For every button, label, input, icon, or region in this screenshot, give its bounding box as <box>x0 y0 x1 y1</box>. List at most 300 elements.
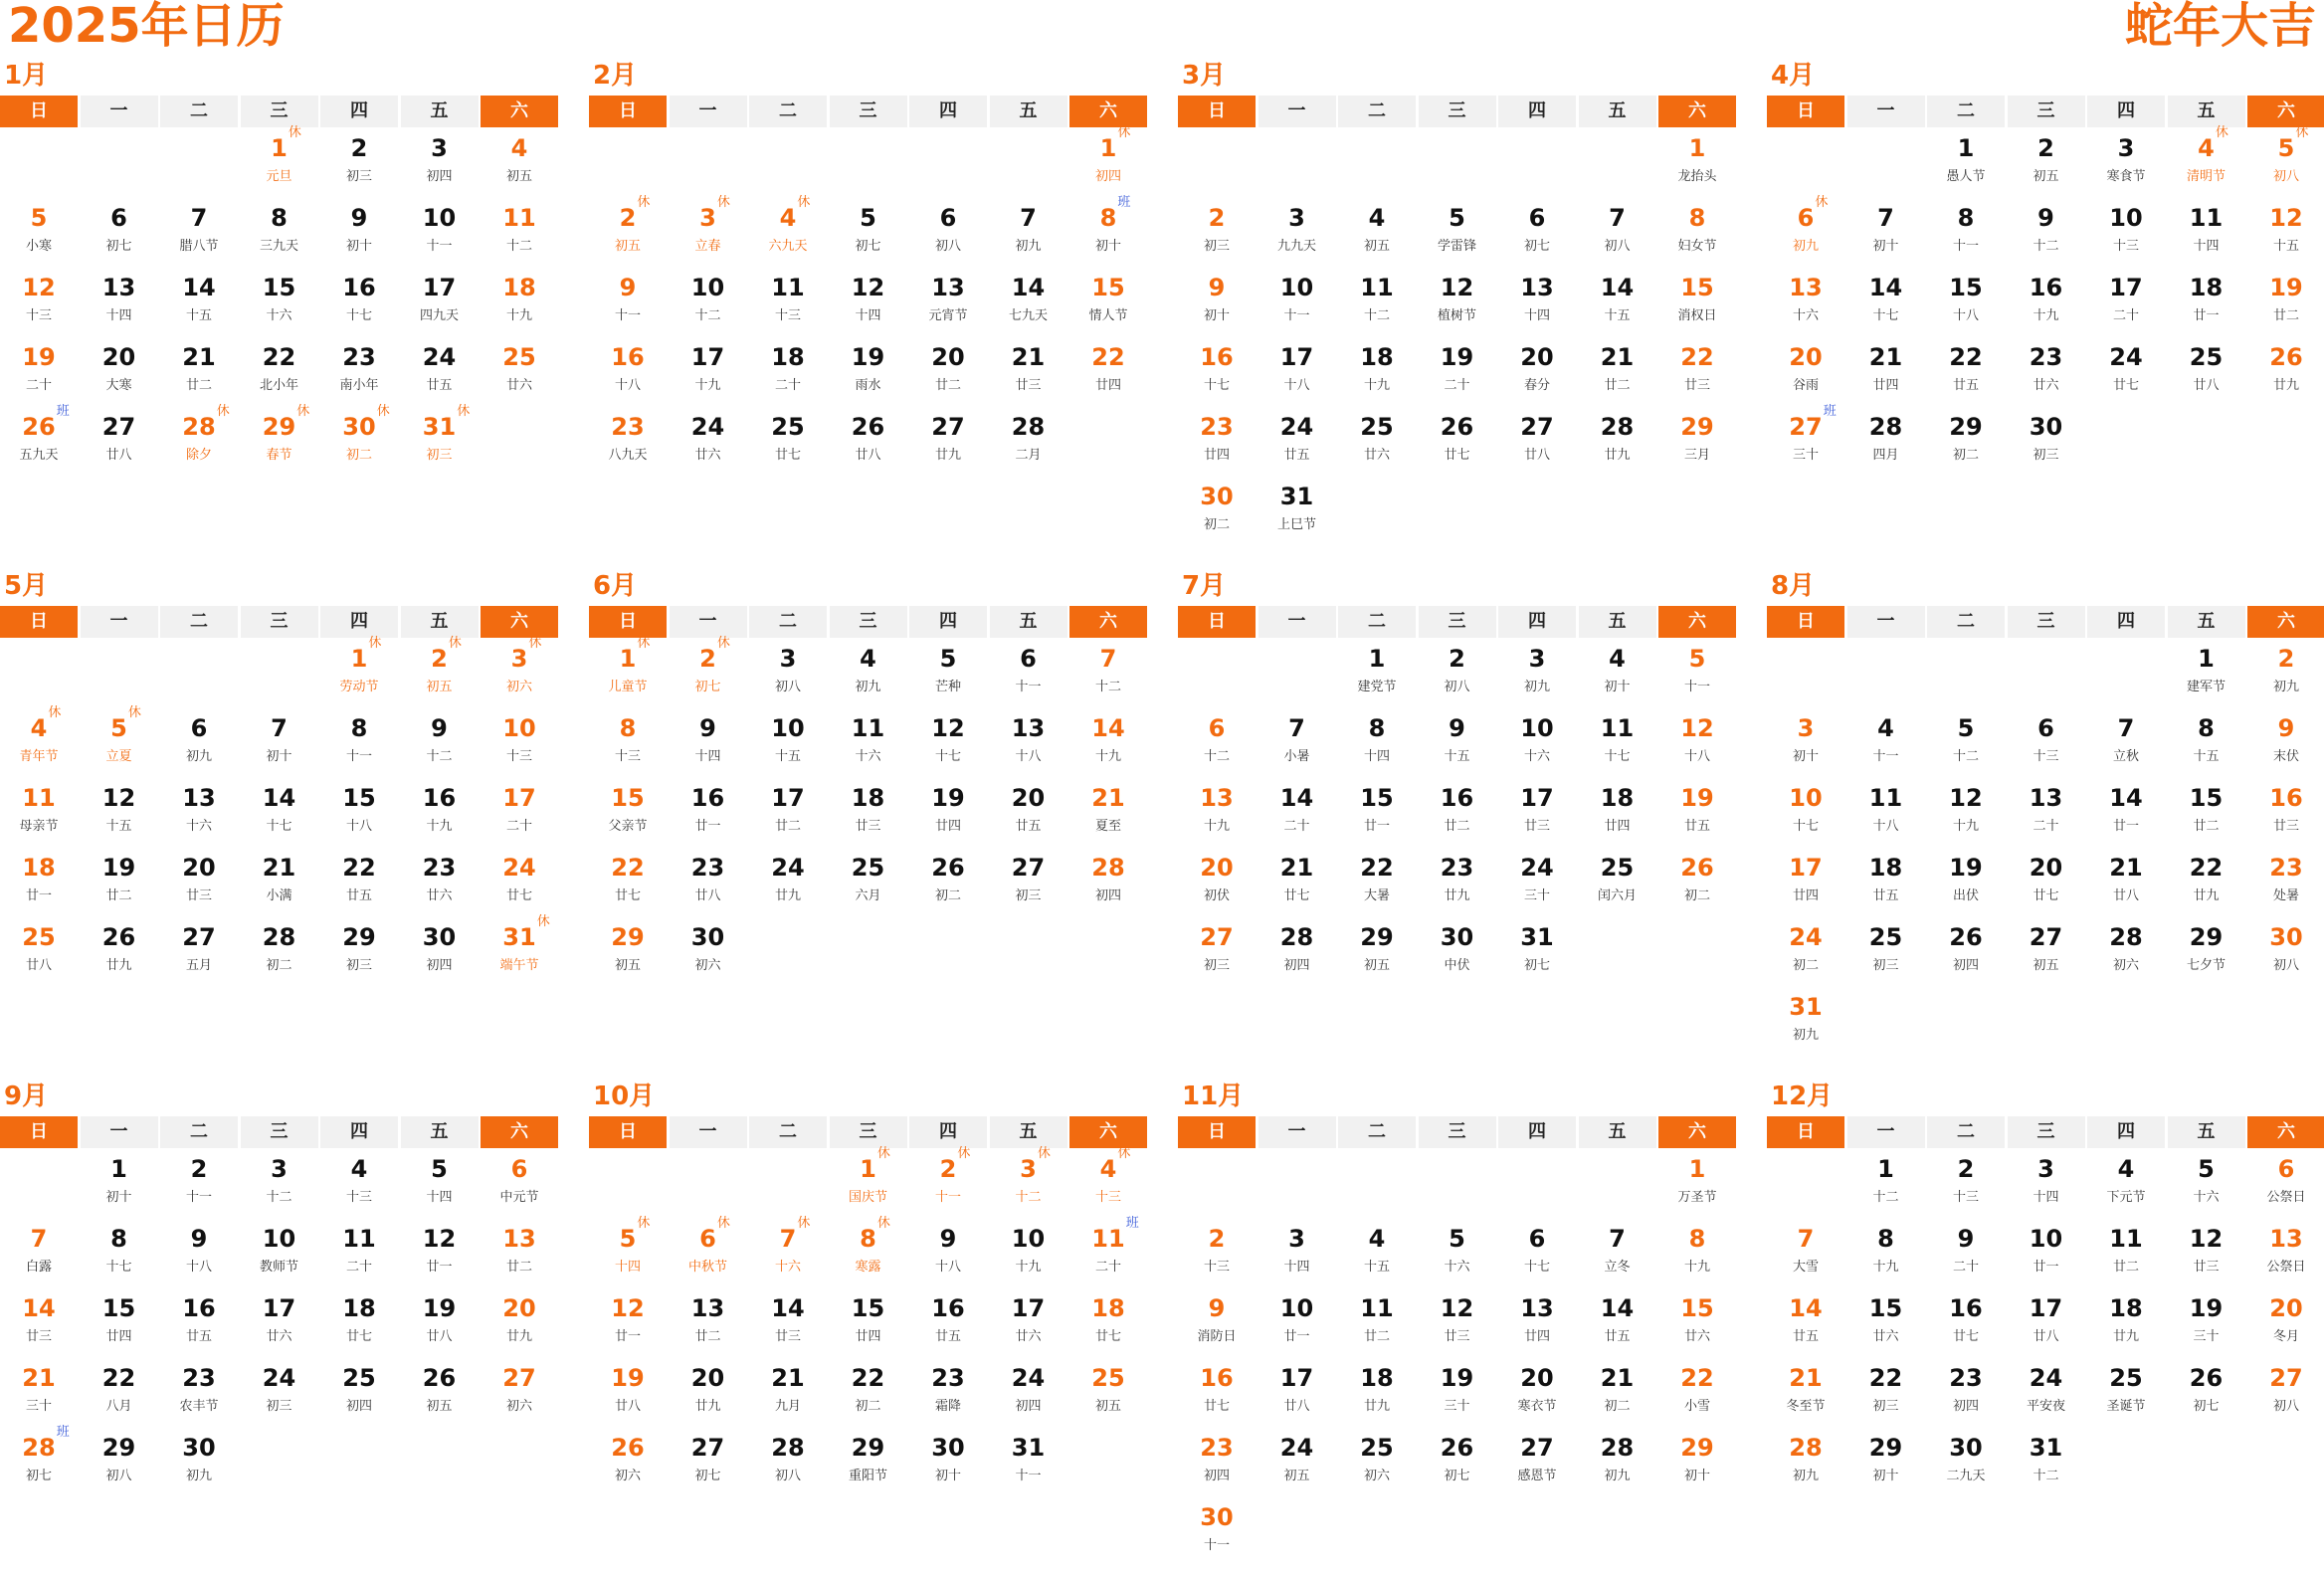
day-number: 8 <box>350 714 368 742</box>
day-cell <box>1259 1357 1336 1427</box>
day-cell <box>909 638 987 707</box>
day-number: 9 <box>1957 1225 1975 1253</box>
day-cell <box>1178 1218 1256 1287</box>
day-number: 30 <box>1200 483 1234 510</box>
day-cell <box>0 406 78 476</box>
lunar-label: 廿五 <box>185 1329 212 1344</box>
lunar-label: 初七 <box>105 239 132 254</box>
lunar-label: 初五 <box>1094 1399 1121 1414</box>
day-cell <box>589 916 667 986</box>
day-cell <box>2087 1148 2165 1218</box>
day-cell <box>1338 1218 1416 1287</box>
lunar-label: 教师节 <box>259 1260 298 1275</box>
day-cell <box>81 777 158 847</box>
day-cell <box>1767 707 1844 777</box>
day-cell <box>589 707 667 777</box>
lunar-label: 廿六 <box>505 378 532 393</box>
lunar-label: 初七 <box>2193 1399 2220 1414</box>
lunar-label: 三十 <box>1792 448 1819 463</box>
day-cell <box>320 847 398 916</box>
day-cell <box>1259 406 1336 476</box>
day-cell <box>401 336 479 406</box>
holiday-badge: 休 <box>797 195 811 210</box>
day-cell <box>1658 638 1736 707</box>
day-cell <box>1847 1148 1925 1218</box>
weekday-label: 五 <box>401 1116 479 1148</box>
lunar-label: 初五 <box>426 1399 453 1414</box>
day-number: 23 <box>931 1364 965 1392</box>
day-cell <box>241 1218 318 1287</box>
lunar-label: 廿九 <box>2193 888 2220 903</box>
day-number: 3 <box>779 645 797 673</box>
lunar-label: 初五 <box>2033 169 2059 184</box>
weekday-label: 二 <box>749 96 827 127</box>
day-number: 25 <box>771 413 805 441</box>
lunar-label: 父亲节 <box>608 819 648 834</box>
day-number: 20 <box>101 343 136 371</box>
day-number: 8 <box>2198 714 2215 742</box>
day-number: 27 <box>1200 923 1234 951</box>
day-number: 12 <box>851 274 885 301</box>
day-number: 27 <box>690 1434 725 1462</box>
day-number: 28 <box>1600 413 1635 441</box>
lunar-label: 廿二 <box>694 1329 721 1344</box>
lunar-label: 消防日 <box>1197 1329 1237 1344</box>
lunar-label: 小寒 <box>25 239 52 254</box>
day-number: 11 <box>2189 204 2224 232</box>
day-number: 18 <box>1360 343 1394 371</box>
day-cell <box>1927 1427 2005 1496</box>
lunar-label: 四月 <box>1872 448 1899 463</box>
lunar-label: 初八 <box>2272 169 2299 184</box>
day-number: 19 <box>2269 274 2303 301</box>
lunar-label: 初九 <box>1523 680 1550 694</box>
day-cell <box>1419 1218 1496 1287</box>
day-number: 1 休 <box>350 636 382 673</box>
day-cell <box>1069 1287 1147 1357</box>
day-cell <box>1069 638 1147 707</box>
holiday-badge: 休 <box>876 1216 890 1231</box>
lunar-label: 十九 <box>1094 749 1121 764</box>
day-number: 7 <box>2117 714 2135 742</box>
day-cell <box>241 1357 318 1427</box>
day-cell <box>1178 1496 1256 1566</box>
day-cell <box>1178 847 1256 916</box>
lunar-label: 初二 <box>1683 888 1710 903</box>
lunar-label: 廿七 <box>2112 378 2139 393</box>
day-number: 8 <box>271 204 288 232</box>
day-cell <box>81 267 158 336</box>
day-number: 23 <box>690 854 725 882</box>
lunar-label: 圣诞节 <box>2106 1399 2146 1414</box>
lunar-label: 十二 <box>426 749 453 764</box>
weekday-label: 四 <box>320 1116 398 1148</box>
lunar-label: 初七 <box>25 1469 52 1483</box>
day-cell <box>1338 707 1416 777</box>
lunar-label: 十九 <box>1015 1260 1042 1275</box>
day-cell <box>1579 638 1656 707</box>
lunar-label: 十二 <box>694 308 721 323</box>
day-cell <box>830 1427 907 1496</box>
day-number: 20 <box>502 1294 536 1322</box>
day-number: 21 <box>1091 784 1125 812</box>
lunar-label: 十九 <box>505 308 532 323</box>
day-cell <box>401 406 479 476</box>
lunar-label: 三十 <box>1523 888 1550 903</box>
day-number: 13 <box>1520 1294 1554 1322</box>
day-cell <box>2008 406 2085 476</box>
day-cell <box>749 1427 827 1496</box>
day-number: 21 <box>1011 343 1046 371</box>
weekday-label: 六 <box>1069 1116 1147 1148</box>
day-cell <box>1927 707 2005 777</box>
lunar-label: 十九 <box>1872 1260 1899 1275</box>
weekday-label: 四 <box>909 606 987 638</box>
lunar-label: 廿二 <box>2193 819 2220 834</box>
day-cell <box>2168 707 2245 777</box>
day-number: 18 <box>1600 784 1635 812</box>
day-cell <box>1658 1148 1736 1218</box>
day-cell <box>1579 1427 1656 1496</box>
day-cell <box>1178 197 1256 267</box>
day-cell <box>2168 1357 2245 1427</box>
lunar-label: 寒食节 <box>2106 169 2146 184</box>
lunar-label: 廿八 <box>855 448 881 463</box>
day-cell <box>1847 197 1925 267</box>
day-number: 16 <box>931 1294 965 1322</box>
lunar-label: 初五 <box>505 169 532 184</box>
day-number: 11 <box>22 784 56 812</box>
day-cell <box>1767 267 1844 336</box>
weekday-label: 日 <box>1767 96 1844 127</box>
day-cell <box>2008 777 2085 847</box>
day-number: 15 <box>1091 274 1125 301</box>
day-cell <box>670 406 747 476</box>
day-number: 18 <box>2109 1294 2143 1322</box>
day-cell <box>1658 1287 1736 1357</box>
day-number: 7 <box>30 1225 48 1253</box>
day-cell <box>1498 1287 1576 1357</box>
lunar-label: 十一 <box>426 239 453 254</box>
day-cell <box>1498 707 1576 777</box>
day-number: 16 <box>690 784 725 812</box>
lunar-label: 二十 <box>1094 1260 1121 1275</box>
day-number: 25 <box>1868 923 1903 951</box>
weekday-label: 三 <box>830 1116 907 1148</box>
weekday-label: 日 <box>589 1116 667 1148</box>
weekday-header <box>1767 606 2324 638</box>
day-cell <box>1178 707 1256 777</box>
day-number: 2 <box>2277 645 2295 673</box>
lunar-label: 三十 <box>2193 1329 2220 1344</box>
day-number: 2 休 <box>431 636 462 673</box>
day-number: 17 <box>422 274 457 301</box>
lunar-label: 廿五 <box>1872 888 1899 903</box>
weekday-label: 四 <box>1498 96 1576 127</box>
day-cell <box>1579 847 1656 916</box>
day-number: 2 休 <box>939 1146 971 1183</box>
day-number: 10 <box>502 714 536 742</box>
day-number: 26 <box>611 1434 645 1462</box>
lunar-label: 初五 <box>2033 958 2059 973</box>
day-cell <box>81 1427 158 1496</box>
lunar-label: 廿三 <box>1683 378 1710 393</box>
day-number: 28 <box>2109 923 2143 951</box>
lunar-label: 廿三 <box>855 819 881 834</box>
lunar-label: 廿九 <box>2272 378 2299 393</box>
day-number: 17 <box>2029 1294 2063 1322</box>
weekday-label: 四 <box>909 96 987 127</box>
day-cell <box>1419 638 1496 707</box>
lunar-label: 二十 <box>345 1260 372 1275</box>
day-cell <box>1658 707 1736 777</box>
lunar-label: 五月 <box>185 958 212 973</box>
holiday-badge: 休 <box>376 404 390 419</box>
weekday-label: 六 <box>1069 96 1147 127</box>
day-number: 5 <box>1449 1225 1465 1253</box>
lunar-label: 谷雨 <box>1792 378 1819 393</box>
day-number: 25 <box>1360 413 1394 441</box>
day-cell <box>2087 1218 2165 1287</box>
weekday-label: 五 <box>990 96 1067 127</box>
day-cell <box>990 1287 1067 1357</box>
lunar-label: 初九 <box>1604 1469 1631 1483</box>
lunar-label: 初二 <box>1203 517 1230 532</box>
lunar-label: 十一 <box>934 1190 961 1205</box>
lunar-label: 十九 <box>1952 819 1979 834</box>
day-number: 5 <box>1449 204 1465 232</box>
lunar-label: 廿九 <box>694 1399 721 1414</box>
lunar-label: 初七 <box>694 1469 721 1483</box>
holiday-badge: 休 <box>637 1216 651 1231</box>
weekday-label: 三 <box>1419 1116 1496 1148</box>
day-number: 4 <box>1609 645 1626 673</box>
day-number: 12 <box>2189 1225 2224 1253</box>
lunar-label: 芒种 <box>934 680 961 694</box>
lunar-label: 十八 <box>345 819 372 834</box>
lunar-label: 初三 <box>1015 888 1042 903</box>
day-number: 23 <box>611 413 645 441</box>
day-number: 10 <box>2109 204 2143 232</box>
lunar-label: 初八 <box>2272 1399 2299 1414</box>
day-cell <box>1338 1357 1416 1427</box>
day-cell <box>1178 777 1256 847</box>
weekday-header <box>1767 1116 2324 1148</box>
day-cell <box>160 267 238 336</box>
lunar-label: 廿六 <box>426 888 453 903</box>
lunar-label: 初七 <box>694 680 721 694</box>
day-number: 1 休 <box>860 1146 890 1183</box>
holiday-badge: 休 <box>457 404 471 419</box>
day-number: 30 <box>1440 923 1474 951</box>
lunar-label: 廿一 <box>1363 819 1390 834</box>
lunar-label: 十四 <box>426 1190 453 1205</box>
day-cell <box>830 336 907 406</box>
day-number: 20 <box>1200 854 1234 882</box>
day-number: 14 <box>771 1294 805 1322</box>
day-number: 18 <box>1360 1364 1394 1392</box>
holiday-badge: 休 <box>797 1216 811 1231</box>
lunar-label: 南小年 <box>339 378 379 393</box>
day-cell <box>1419 847 1496 916</box>
holiday-badge: 休 <box>716 1216 730 1231</box>
day-cell <box>589 197 667 267</box>
weekday-label: 五 <box>2168 606 2245 638</box>
weekday-header <box>1178 606 1736 638</box>
lunar-label: 十一 <box>1015 680 1042 694</box>
day-cell <box>990 1427 1067 1496</box>
day-cell <box>2247 1148 2324 1218</box>
month-title: 4月 <box>1771 61 1816 91</box>
day-number: 16 <box>182 1294 216 1322</box>
day-number: 20 <box>1789 343 1823 371</box>
lunar-label: 初四 <box>1015 1399 1042 1414</box>
lunar-label: 廿七 <box>345 1329 372 1344</box>
day-cell <box>749 707 827 777</box>
weekday-label: 日 <box>1178 1116 1256 1148</box>
day-cell <box>0 197 78 267</box>
day-cell <box>2247 1218 2324 1287</box>
day-number: 8 <box>110 1225 127 1253</box>
lunar-label: 廿九 <box>2112 1329 2139 1344</box>
lunar-label: 初伏 <box>1203 888 1230 903</box>
day-cell <box>1847 707 1925 777</box>
day-number: 12 <box>611 1294 645 1322</box>
lunar-label: 廿九 <box>1444 888 1470 903</box>
lunar-label: 十七 <box>266 819 292 834</box>
day-cell <box>1658 406 1736 476</box>
lunar-label: 二十 <box>2033 819 2059 834</box>
lunar-label: 十六 <box>1523 749 1550 764</box>
lunar-label: 儿童节 <box>608 680 648 694</box>
day-number: 6 <box>1208 714 1226 742</box>
day-cell <box>320 406 398 476</box>
lunar-label: 十八 <box>614 378 641 393</box>
day-cell <box>1927 127 2005 197</box>
lunar-label: 廿五 <box>934 1329 961 1344</box>
lunar-label: 十一 <box>1015 1469 1042 1483</box>
lunar-label: 廿六 <box>266 1329 292 1344</box>
day-number: 11 <box>2109 1225 2143 1253</box>
lunar-label: 初五 <box>1363 958 1390 973</box>
day-number: 24 <box>1279 413 1314 441</box>
weekday-label: 日 <box>0 1116 78 1148</box>
day-number: 14 <box>1091 714 1125 742</box>
lunar-label: 初八 <box>1444 680 1470 694</box>
day-number: 25 <box>2189 343 2224 371</box>
lunar-label: 十五 <box>1444 749 1470 764</box>
month-title: 1月 <box>4 61 49 91</box>
weekday-label: 一 <box>1847 1116 1925 1148</box>
lunar-label: 十八 <box>1872 819 1899 834</box>
lunar-label: 元旦 <box>266 169 292 184</box>
lunar-label: 初四 <box>426 958 453 973</box>
lunar-label: 下元节 <box>2106 1190 2146 1205</box>
day-number: 5 <box>939 645 957 673</box>
day-number: 31 休 <box>502 914 550 951</box>
lunar-label: 十七 <box>1203 378 1230 393</box>
lunar-label: 初二 <box>855 1399 881 1414</box>
day-number: 12 <box>1440 1294 1474 1322</box>
day-cell <box>401 197 479 267</box>
day-cell <box>1419 777 1496 847</box>
lunar-label: 十九 <box>1363 378 1390 393</box>
day-cell <box>1847 916 1925 986</box>
day-cell <box>2008 336 2085 406</box>
lunar-label: 十六 <box>1792 308 1819 323</box>
lunar-label: 十二 <box>1203 749 1230 764</box>
day-cell <box>1498 336 1576 406</box>
lunar-label: 廿九 <box>774 888 801 903</box>
lunar-label: 三十 <box>1444 1399 1470 1414</box>
lunar-label: 初三 <box>1203 958 1230 973</box>
lunar-label: 十七 <box>105 1260 132 1275</box>
lunar-label: 廿八 <box>2033 1329 2059 1344</box>
lunar-label: 初三 <box>1872 958 1899 973</box>
day-number: 10 <box>1279 1294 1314 1322</box>
day-number: 20 <box>2029 854 2063 882</box>
day-number: 12 <box>422 1225 457 1253</box>
day-number: 15 <box>1680 1294 1714 1322</box>
day-number: 14 <box>1011 274 1046 301</box>
holiday-badge: 休 <box>368 636 382 651</box>
day-number: 5 休 <box>110 705 141 742</box>
lunar-label: 十二 <box>1094 680 1121 694</box>
day-number: 3 <box>431 134 448 162</box>
day-cell <box>481 127 558 197</box>
day-number: 19 <box>101 854 136 882</box>
day-number: 30 <box>2269 923 2303 951</box>
lunar-label: 廿三 <box>1444 1329 1470 1344</box>
holiday-badge: 休 <box>448 636 462 651</box>
day-cell <box>0 267 78 336</box>
day-cell <box>481 1357 558 1427</box>
day-cell <box>1178 1287 1256 1357</box>
day-number: 20 <box>1520 343 1554 371</box>
lunar-label: 建党节 <box>1357 680 1397 694</box>
day-cell <box>830 267 907 336</box>
day-number: 30 <box>182 1434 216 1462</box>
day-cell <box>1338 847 1416 916</box>
day-number: 18 <box>502 274 536 301</box>
month-title: 12月 <box>1771 1082 1834 1111</box>
weekday-label: 六 <box>481 96 558 127</box>
day-cell <box>2168 638 2245 707</box>
day-cell <box>81 1218 158 1287</box>
day-number: 22 <box>1091 343 1125 371</box>
day-cell <box>1069 777 1147 847</box>
day-number: 1 休 <box>271 125 301 162</box>
day-number: 5 <box>30 204 48 232</box>
day-cell <box>830 406 907 476</box>
day-cell <box>1927 1148 2005 1218</box>
weekday-label: 四 <box>909 1116 987 1148</box>
holiday-badge: 休 <box>48 705 62 720</box>
day-number: 29 <box>1680 1434 1714 1462</box>
holiday-badge: 休 <box>637 636 651 651</box>
day-cell <box>1338 1427 1416 1496</box>
weekday-label: 二 <box>1927 1116 2005 1148</box>
day-number: 12 <box>931 714 965 742</box>
lunar-label: 万圣节 <box>1677 1190 1717 1205</box>
day-number: 29 <box>101 1434 136 1462</box>
day-number: 9 <box>939 1225 957 1253</box>
lunar-label: 母亲节 <box>19 819 59 834</box>
lunar-label: 廿四 <box>1872 378 1899 393</box>
day-number: 22 <box>851 1364 885 1392</box>
day-number: 9 <box>1208 1294 1226 1322</box>
day-cell <box>2008 707 2085 777</box>
